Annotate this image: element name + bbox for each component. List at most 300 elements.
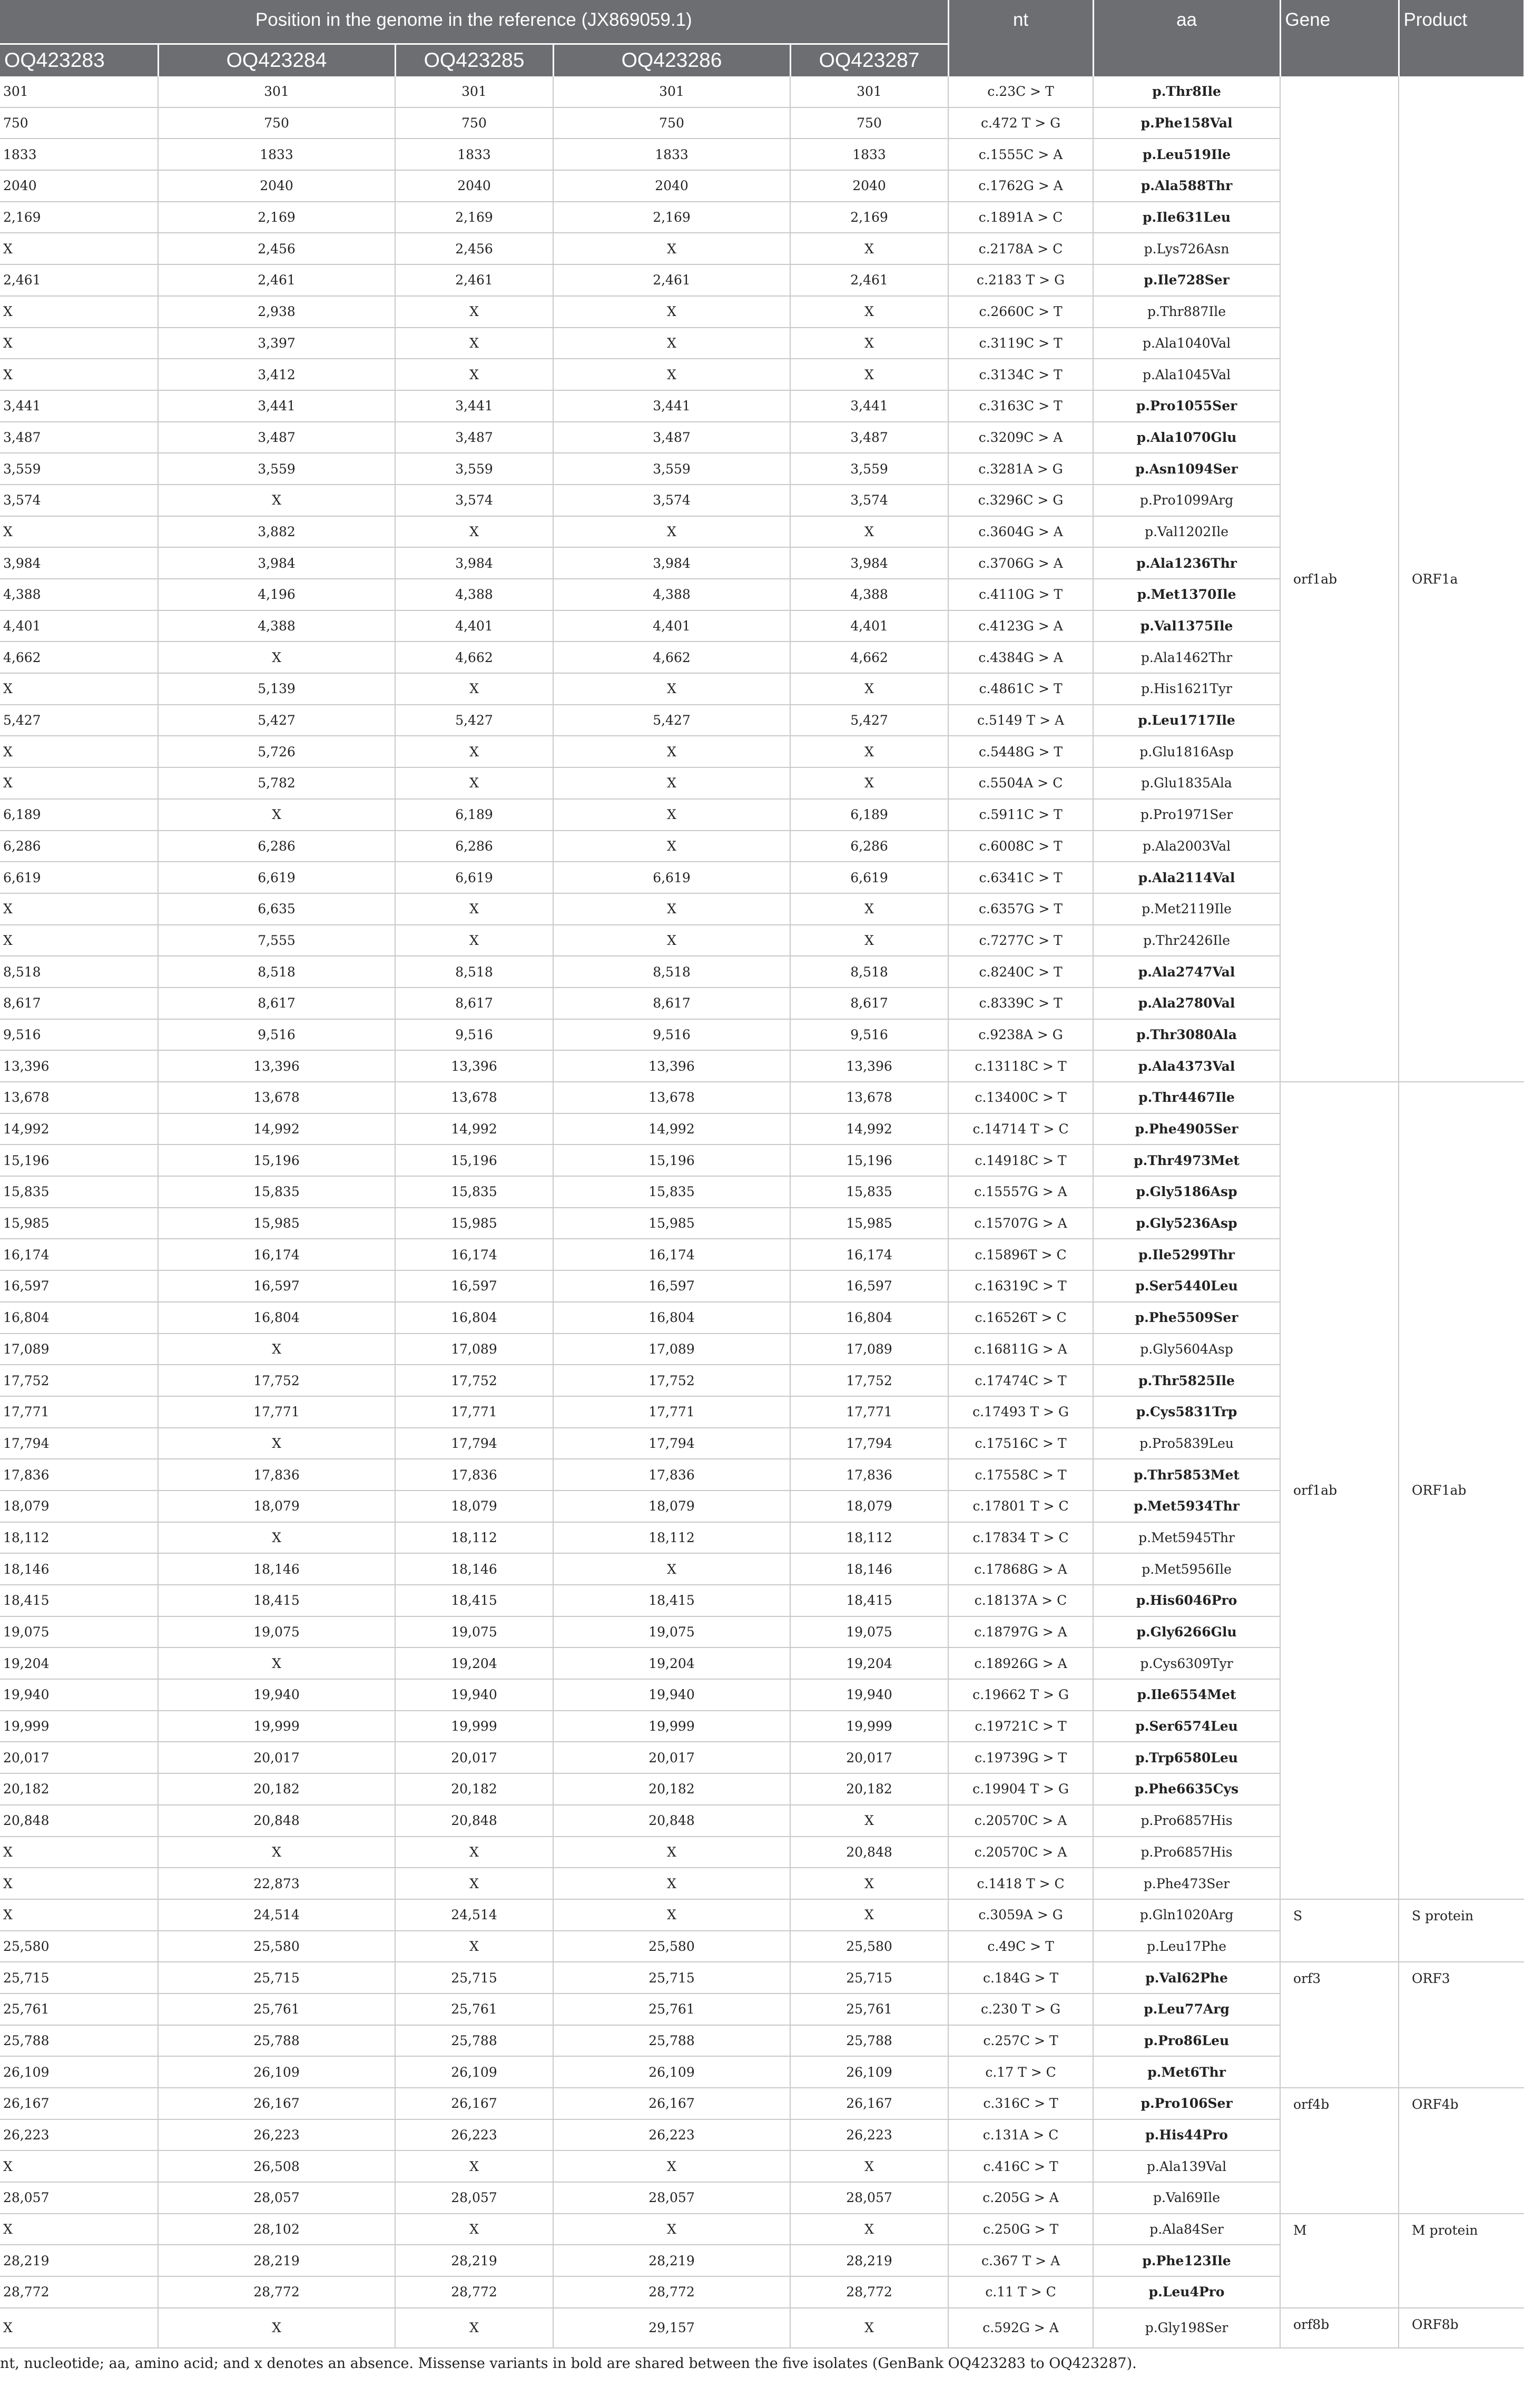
position-cell: X: [395, 2214, 553, 2245]
position-cell: 17,089: [0, 1334, 158, 1365]
position-cell: 18,415: [0, 1585, 158, 1616]
position-cell: X: [0, 767, 158, 799]
position-cell: 19,999: [790, 1711, 948, 1742]
position-cell: 26,167: [395, 2088, 553, 2119]
gene-cell: orf3: [1280, 1962, 1399, 2088]
position-cell: 3,574: [553, 485, 790, 516]
position-cell: 28,772: [0, 2276, 158, 2308]
position-cell: X: [0, 2214, 158, 2245]
position-cell: X: [553, 673, 790, 705]
aa-cell: p.Pro6857His: [1093, 1837, 1280, 1868]
position-cell: 3,559: [158, 453, 395, 485]
position-cell: 3,487: [158, 422, 395, 453]
aa-cell: p.Phe123Ile: [1093, 2245, 1280, 2276]
position-cell: 15,196: [790, 1144, 948, 1176]
nt-cell: c.6008C > T: [948, 831, 1093, 862]
aa-cell: p.Ala84Ser: [1093, 2214, 1280, 2245]
position-cell: 2,169: [0, 202, 158, 233]
position-cell: 19,204: [790, 1647, 948, 1679]
position-cell: 25,761: [395, 1993, 553, 2025]
position-cell: 26,109: [790, 2056, 948, 2088]
position-cell: X: [553, 2214, 790, 2245]
position-cell: 3,441: [395, 390, 553, 422]
nt-cell: c.6357G > T: [948, 893, 1093, 925]
position-cell: 13,678: [553, 1082, 790, 1113]
position-cell: 19,940: [0, 1679, 158, 1711]
aa-cell: p.Val69Ile: [1093, 2182, 1280, 2214]
nt-cell: c.416C > T: [948, 2150, 1093, 2182]
position-cell: 20,848: [395, 1805, 553, 1837]
position-cell: 28,057: [158, 2182, 395, 2214]
nt-cell: c.17 T > C: [948, 2056, 1093, 2088]
position-cell: 25,580: [553, 1931, 790, 1962]
nt-cell: c.15557G > A: [948, 1176, 1093, 1208]
position-cell: 17,752: [395, 1365, 553, 1396]
position-cell: 19,999: [395, 1711, 553, 1742]
position-cell: X: [0, 1837, 158, 1868]
position-cell: 3,882: [158, 516, 395, 548]
position-cell: 3,441: [553, 390, 790, 422]
aa-cell: p.His1621Tyr: [1093, 673, 1280, 705]
position-cell: 3,984: [790, 547, 948, 579]
position-cell: 19,075: [395, 1616, 553, 1648]
position-cell: X: [158, 1647, 395, 1679]
position-cell: 16,174: [553, 1239, 790, 1270]
position-cell: 1833: [395, 139, 553, 170]
aa-cell: p.Trp6580Leu: [1093, 1742, 1280, 1773]
position-cell: 28,057: [0, 2182, 158, 2214]
nt-cell: c.15707G > A: [948, 1208, 1093, 1239]
isolate-header: OQ423283: [0, 44, 158, 76]
position-cell: 25,715: [158, 1962, 395, 1993]
position-cell: X: [790, 1899, 948, 1931]
nt-cell: c.49C > T: [948, 1931, 1093, 1962]
aa-cell: p.Gly5186Asp: [1093, 1176, 1280, 1208]
position-cell: 18,079: [158, 1491, 395, 1522]
position-cell: 18,112: [790, 1522, 948, 1554]
aa-cell: p.Thr8Ile: [1093, 76, 1280, 107]
position-cell: 18,415: [395, 1585, 553, 1616]
position-cell: 3,559: [395, 453, 553, 485]
position-cell: 18,415: [790, 1585, 948, 1616]
gene-cell: S: [1280, 1899, 1399, 1962]
position-cell: X: [395, 673, 553, 705]
position-cell: 16,174: [0, 1239, 158, 1270]
position-cell: 4,662: [790, 642, 948, 673]
position-cell: 18,146: [395, 1553, 553, 1585]
position-cell: X: [790, 673, 948, 705]
isolate-header: OQ423285: [395, 44, 553, 76]
position-cell: 2040: [790, 170, 948, 202]
nt-cell: c.3604G > A: [948, 516, 1093, 548]
position-cell: 16,597: [0, 1270, 158, 1302]
position-cell: 26,223: [0, 2119, 158, 2151]
aa-cell: p.Val62Phe: [1093, 1962, 1280, 1993]
aa-cell: p.Phe158Val: [1093, 107, 1280, 139]
position-cell: 17,771: [553, 1396, 790, 1428]
position-cell: X: [0, 2150, 158, 2182]
position-cell: 18,146: [790, 1553, 948, 1585]
position-cell: 25,788: [0, 2025, 158, 2057]
isolate-header: OQ423287: [790, 44, 948, 76]
aa-cell: p.Ala2114Val: [1093, 862, 1280, 893]
nt-cell: c.8240C > T: [948, 956, 1093, 988]
nt-cell: c.3059A > G: [948, 1899, 1093, 1931]
position-cell: X: [553, 359, 790, 390]
nt-cell: c.20570C > A: [948, 1837, 1093, 1868]
position-cell: 16,804: [553, 1302, 790, 1334]
position-cell: 8,518: [0, 956, 158, 988]
position-cell: 17,836: [158, 1459, 395, 1491]
aa-column-header: aa: [1093, 0, 1280, 76]
position-cell: 25,715: [395, 1962, 553, 1993]
position-cell: X: [790, 2150, 948, 2182]
position-cell: 20,017: [395, 1742, 553, 1773]
nt-cell: c.15896T > C: [948, 1239, 1093, 1270]
position-cell: 9,516: [395, 1019, 553, 1051]
position-cell: 6,635: [158, 893, 395, 925]
isolate-header: OQ423284: [158, 44, 395, 76]
position-cell: X: [553, 2150, 790, 2182]
position-cell: 750: [395, 107, 553, 139]
position-cell: 15,196: [395, 1144, 553, 1176]
nt-cell: c.14918C > T: [948, 1144, 1093, 1176]
position-cell: X: [395, 328, 553, 359]
aa-cell: p.Ala588Thr: [1093, 170, 1280, 202]
product-cell: S protein: [1399, 1899, 1524, 1962]
aa-cell: p.Thr4973Met: [1093, 1144, 1280, 1176]
position-cell: 1833: [0, 139, 158, 170]
position-cell: 17,752: [158, 1365, 395, 1396]
position-cell: 16,597: [158, 1270, 395, 1302]
position-cell: 17,771: [790, 1396, 948, 1428]
position-cell: 8,518: [158, 956, 395, 988]
position-cell: X: [395, 2308, 553, 2348]
position-cell: 8,518: [395, 956, 553, 988]
nt-cell: c.17558C > T: [948, 1459, 1093, 1491]
nt-cell: c.17868G > A: [948, 1553, 1093, 1585]
nt-cell: c.17801 T > C: [948, 1491, 1093, 1522]
table-row: [0, 76, 1524, 107]
nt-cell: c.2178A > C: [948, 233, 1093, 264]
position-cell: 3,397: [158, 328, 395, 359]
position-cell: 18,415: [158, 1585, 395, 1616]
position-cell: 2,169: [790, 202, 948, 233]
aa-cell: p.Pro5839Leu: [1093, 1428, 1280, 1459]
position-cell: 19,075: [790, 1616, 948, 1648]
position-cell: X: [395, 1837, 553, 1868]
aa-cell: p.Asn1094Ser: [1093, 453, 1280, 485]
nt-cell: c.1762G > A: [948, 170, 1093, 202]
position-cell: 16,174: [395, 1239, 553, 1270]
position-cell: 19,999: [553, 1711, 790, 1742]
position-cell: 16,804: [158, 1302, 395, 1334]
position-cell: 3,984: [158, 547, 395, 579]
aa-cell: p.Gln1020Arg: [1093, 1899, 1280, 1931]
position-cell: X: [553, 925, 790, 956]
position-cell: X: [790, 359, 948, 390]
nt-cell: c.3163C > T: [948, 390, 1093, 422]
position-cell: X: [0, 328, 158, 359]
aa-cell: p.Pro1971Ser: [1093, 799, 1280, 831]
position-cell: X: [395, 1868, 553, 1899]
position-cell: 26,167: [0, 2088, 158, 2119]
position-cell: 750: [158, 107, 395, 139]
position-cell: 301: [790, 76, 948, 107]
position-cell: 2,169: [158, 202, 395, 233]
nt-cell: c.316C > T: [948, 2088, 1093, 2119]
gene-cell: M: [1280, 2214, 1399, 2308]
table-header: [0, 0, 1524, 76]
position-cell: X: [553, 1899, 790, 1931]
position-cell: 24,514: [158, 1899, 395, 1931]
product-cell: ORF8b: [1399, 2308, 1524, 2348]
position-cell: 3,441: [158, 390, 395, 422]
position-cell: X: [395, 893, 553, 925]
position-cell: 6,619: [553, 862, 790, 893]
aa-cell: p.Ala139Val: [1093, 2150, 1280, 2182]
aa-cell: p.Glu1835Ala: [1093, 767, 1280, 799]
position-cell: 3,574: [0, 485, 158, 516]
position-cell: 13,678: [395, 1082, 553, 1113]
position-cell: X: [0, 925, 158, 956]
position-cell: 13,396: [790, 1050, 948, 1082]
position-cell: 3,487: [553, 422, 790, 453]
position-cell: 25,580: [0, 1931, 158, 1962]
position-cell: 2,461: [0, 264, 158, 296]
nt-cell: c.3706G > A: [948, 547, 1093, 579]
aa-cell: p.Ile728Ser: [1093, 264, 1280, 296]
position-cell: 20,017: [553, 1742, 790, 1773]
position-cell: 26,109: [0, 2056, 158, 2088]
position-cell: 17,752: [553, 1365, 790, 1396]
aa-cell: p.Ile6554Met: [1093, 1679, 1280, 1711]
position-cell: 15,196: [158, 1144, 395, 1176]
nt-cell: c.3134C > T: [948, 359, 1093, 390]
aa-cell: p.Glu1816Asp: [1093, 736, 1280, 767]
position-cell: 25,580: [158, 1931, 395, 1962]
aa-cell: p.Val1202Ile: [1093, 516, 1280, 548]
position-cell: 301: [395, 76, 553, 107]
position-cell: X: [395, 516, 553, 548]
position-cell: 20,182: [553, 1773, 790, 1805]
nt-cell: c.19739G > T: [948, 1742, 1093, 1773]
nt-cell: c.17474C > T: [948, 1365, 1093, 1396]
position-cell: X: [0, 516, 158, 548]
aa-cell: p.Ala1462Thr: [1093, 642, 1280, 673]
position-cell: 25,715: [553, 1962, 790, 1993]
position-cell: 2040: [553, 170, 790, 202]
position-cell: 18,079: [553, 1491, 790, 1522]
position-cell: 5,726: [158, 736, 395, 767]
position-cell: 15,835: [158, 1176, 395, 1208]
position-cell: 6,286: [0, 831, 158, 862]
aa-cell: p.Thr887Ile: [1093, 296, 1280, 328]
position-cell: 301: [553, 76, 790, 107]
position-cell: X: [395, 925, 553, 956]
position-cell: X: [158, 799, 395, 831]
nt-cell: c.17493 T > G: [948, 1396, 1093, 1428]
position-cell: 28,219: [553, 2245, 790, 2276]
nt-cell: c.19662 T > G: [948, 1679, 1093, 1711]
position-cell: 20,848: [553, 1805, 790, 1837]
position-cell: 14,992: [790, 1113, 948, 1145]
aa-cell: p.Gly5604Asp: [1093, 1334, 1280, 1365]
position-cell: X: [158, 1428, 395, 1459]
position-cell: 25,761: [790, 1993, 948, 2025]
position-cell: 13,678: [790, 1082, 948, 1113]
aa-cell: p.Cys6309Tyr: [1093, 1647, 1280, 1679]
nt-cell: c.3119C > T: [948, 328, 1093, 359]
position-cell: 750: [790, 107, 948, 139]
aa-cell: p.Met1370Ile: [1093, 579, 1280, 610]
position-cell: 19,075: [553, 1616, 790, 1648]
nt-cell: c.11 T > C: [948, 2276, 1093, 2308]
nt-cell: c.16526T > C: [948, 1302, 1093, 1334]
position-cell: X: [395, 359, 553, 390]
position-cell: 26,223: [553, 2119, 790, 2151]
nt-cell: c.5504A > C: [948, 767, 1093, 799]
aa-cell: p.His44Pro: [1093, 2119, 1280, 2151]
aa-cell: p.Pro86Leu: [1093, 2025, 1280, 2057]
position-cell: 17,089: [790, 1334, 948, 1365]
position-cell: 28,772: [790, 2276, 948, 2308]
nt-cell: c.13118C > T: [948, 1050, 1093, 1082]
position-cell: 4,196: [158, 579, 395, 610]
position-cell: 5,139: [158, 673, 395, 705]
position-cell: 19,204: [395, 1647, 553, 1679]
position-cell: 19,999: [158, 1711, 395, 1742]
position-cell: X: [395, 736, 553, 767]
position-cell: 4,388: [395, 579, 553, 610]
position-cell: 14,992: [0, 1113, 158, 1145]
aa-cell: p.Cys5831Trp: [1093, 1396, 1280, 1428]
position-cell: 8,617: [553, 988, 790, 1019]
nt-cell: c.2183 T > G: [948, 264, 1093, 296]
position-cell: 17,752: [0, 1365, 158, 1396]
position-cell: 3,574: [395, 485, 553, 516]
nt-cell: c.3281A > G: [948, 453, 1093, 485]
position-cell: 29,157: [553, 2308, 790, 2348]
position-cell: 26,223: [790, 2119, 948, 2151]
position-cell: 3,441: [0, 390, 158, 422]
gene-cell: orf1ab: [1280, 76, 1399, 1082]
position-cell: 26,167: [158, 2088, 395, 2119]
position-cell: 6,619: [790, 862, 948, 893]
position-cell: 17,794: [0, 1428, 158, 1459]
position-cell: X: [790, 925, 948, 956]
table-body: [0, 76, 1524, 2348]
position-cell: 18,146: [158, 1553, 395, 1585]
position-cell: 3,412: [158, 359, 395, 390]
aa-cell: p.Met5934Thr: [1093, 1491, 1280, 1522]
nt-cell: c.19904 T > G: [948, 1773, 1093, 1805]
position-cell: 18,415: [553, 1585, 790, 1616]
position-cell: 26,109: [553, 2056, 790, 2088]
position-cell: 17,771: [158, 1396, 395, 1428]
position-cell: 19,204: [553, 1647, 790, 1679]
nt-cell: c.5149 T > A: [948, 705, 1093, 736]
aa-cell: p.Ala2003Val: [1093, 831, 1280, 862]
position-cell: 15,985: [790, 1208, 948, 1239]
product-column-header: Product: [1399, 0, 1524, 76]
position-cell: 4,401: [395, 610, 553, 642]
aa-cell: p.Pro106Ser: [1093, 2088, 1280, 2119]
position-cell: 19,940: [790, 1679, 948, 1711]
position-cell: 18,112: [0, 1522, 158, 1554]
position-cell: 26,223: [158, 2119, 395, 2151]
aa-cell: p.Ile5299Thr: [1093, 1239, 1280, 1270]
position-cell: 301: [0, 76, 158, 107]
aa-cell: p.Gly6266Glu: [1093, 1616, 1280, 1648]
position-cell: X: [553, 799, 790, 831]
aa-cell: p.Ala1045Val: [1093, 359, 1280, 390]
position-cell: 20,848: [158, 1805, 395, 1837]
nt-cell: c.18137A > C: [948, 1585, 1093, 1616]
position-cell: 18,079: [790, 1491, 948, 1522]
gene-cell: orf8b: [1280, 2308, 1399, 2348]
position-cell: 8,518: [553, 956, 790, 988]
position-cell: 1833: [790, 139, 948, 170]
position-cell: 28,772: [395, 2276, 553, 2308]
position-cell: 15,835: [553, 1176, 790, 1208]
position-cell: 7,555: [158, 925, 395, 956]
position-cell: X: [790, 2214, 948, 2245]
nt-cell: c.3209C > A: [948, 422, 1093, 453]
nt-cell: c.8339C > T: [948, 988, 1093, 1019]
nt-cell: c.9238A > G: [948, 1019, 1093, 1051]
position-cell: 6,286: [158, 831, 395, 862]
aa-cell: p.Pro6857His: [1093, 1805, 1280, 1837]
aa-cell: p.Met5945Thr: [1093, 1522, 1280, 1554]
nt-cell: c.257C > T: [948, 2025, 1093, 2057]
position-cell: 14,992: [395, 1113, 553, 1145]
nt-cell: c.19721C > T: [948, 1711, 1093, 1742]
aa-cell: p.Phe4905Ser: [1093, 1113, 1280, 1145]
position-cell: X: [553, 736, 790, 767]
position-cell: 19,075: [158, 1616, 395, 1648]
position-cell: 2,461: [395, 264, 553, 296]
nt-cell: c.131A > C: [948, 2119, 1093, 2151]
position-cell: 26,508: [158, 2150, 395, 2182]
position-cell: X: [790, 296, 948, 328]
position-cell: 4,388: [790, 579, 948, 610]
position-cell: 16,174: [790, 1239, 948, 1270]
position-cell: X: [158, 1522, 395, 1554]
position-cell: X: [553, 1553, 790, 1585]
position-cell: 15,985: [158, 1208, 395, 1239]
nt-cell: c.1891A > C: [948, 202, 1093, 233]
position-cell: 18,112: [553, 1522, 790, 1554]
position-cell: 17,771: [395, 1396, 553, 1428]
position-cell: X: [553, 893, 790, 925]
position-cell: 20,017: [790, 1742, 948, 1773]
position-cell: 2,461: [553, 264, 790, 296]
position-cell: 25,715: [790, 1962, 948, 1993]
aa-cell: p.Leu519Ile: [1093, 139, 1280, 170]
position-cell: 4,401: [0, 610, 158, 642]
position-cell: 4,401: [790, 610, 948, 642]
position-cell: X: [553, 767, 790, 799]
position-cell: X: [790, 2308, 948, 2348]
position-cell: 3,487: [0, 422, 158, 453]
position-cell: 2,456: [158, 233, 395, 264]
nt-cell: c.1418 T > C: [948, 1868, 1093, 1899]
position-cell: 19,204: [0, 1647, 158, 1679]
position-cell: X: [553, 233, 790, 264]
position-cell: X: [790, 516, 948, 548]
position-cell: 25,761: [553, 1993, 790, 2025]
